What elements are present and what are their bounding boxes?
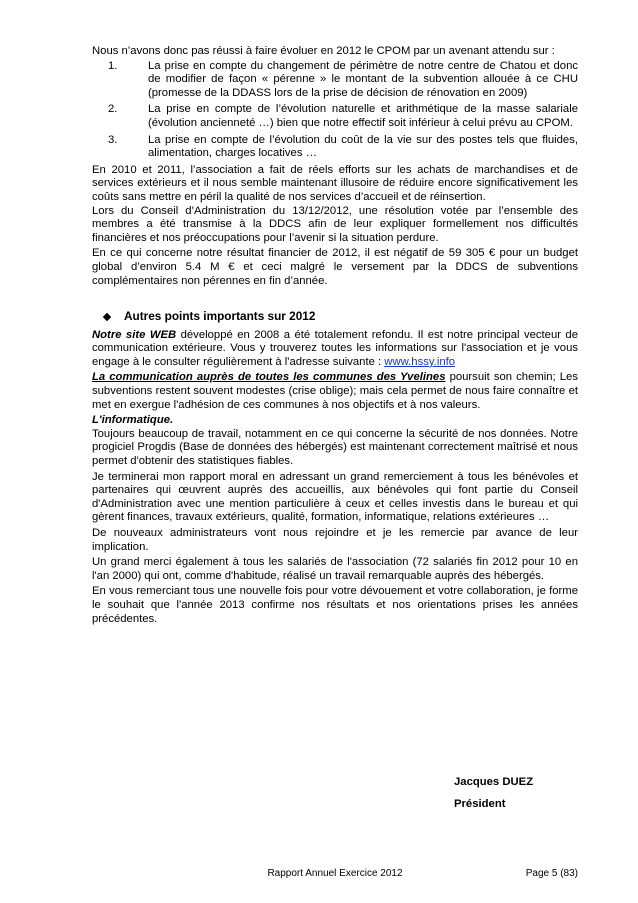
website-heading: Notre site WEB [92,328,177,341]
footer-page-number: Page 5 (83) [525,868,578,879]
informatique-heading: L'informatique. [92,414,174,427]
page-footer [92,868,578,882]
website-paragraph [92,329,578,370]
cpom-list [92,60,578,161]
list-number: 1. [108,59,118,72]
closing-paragraph: En vous remerciant tous une nouvelle fois pour votre dévouement et votre collaboration, je forme le souhait que l'année 2013 confirme nos résultats et nos orientations prises les années précédentes. [92,585,578,625]
list-text: La prise en compte du changement de périmètre de notre centre de Chatou et donc de modifier de façon « pérenne » le montant de la subvention allouée à ce CHU (promesse de la DDASS lors de la prise de décision de rénovation en 2009) [148,59,578,99]
list-text: La prise en compte de l’évolution naturelle et arithmétique de la masse salariale (évolution ancienneté …) bien que notre effectif soit inférieur à celui prévu au CPOM. [148,103,578,129]
board-paragraph: Lors du Conseil d’Administration du 13/12/2012, une résolution votée par l’ensemble des membres a été transmise à la DDCS afin de leur expliquer formellement nos difficultés financières et nos préoccupations pour l’avenir si la situation perdure. [92,204,578,244]
signature-block [454,771,533,815]
list-number: 3. [108,133,118,146]
website-text: développé en 2008 a été totalement refondu. Il est notre principal vecteur de communication extérieure. Vous y trouverez toutes les informations sur l'association et je vous engage à le consulter régulièrement à l'adresse suivante : [92,328,578,368]
website-link[interactable]: www.hssy.info [384,355,456,368]
list-item [92,103,578,130]
new-administrators-paragraph: De nouveaux administrateurs vont nous rejoindre et je les remercie par avance de leur implication. [92,527,578,553]
signatory-title: Président [454,798,506,810]
diamond-bullet-icon [103,313,111,321]
signatory-name: Jacques DUEZ [454,776,534,788]
thanks-volunteers-paragraph: Je terminerai mon rapport moral en adressant un grand remerciement à tous les bénévoles et partenaires qui œuvrent auprès des accueillis, aux bénévoles qui font partie du Conseil d'Administration avec une mention particulière à ceux et celles investis dans le bureau et qui gèrent finances, travaux extérieurs, qualité, formation, informatique, relations extérieures … [92,470,578,524]
list-number: 2. [108,103,118,116]
thanks-employees-paragraph: Un grand merci également à tous les salariés de l'association (72 salariés fin 2012 pour 10 en l'an 2000) qui ont, comme d'habitude, réalisé un travail remarquable auprès des hébergés. [92,556,578,582]
footer-report-title: Rapport Annuel Exercice 2012 [267,868,403,879]
section-heading [92,310,578,324]
list-item [92,134,578,161]
informatique-paragraph: Toujours beaucoup de travail, notamment en ce qui concerne la sécurité de nos données. Notre progiciel Progdis (Base de données des hébergés) est maintenant correctement maîtrisé et nous permet d'obtenir des statistiques fiables. [92,427,578,468]
communication-text: poursuit son chemin; Les subventions restent souvent modestes (crise oblige); mais cela permet de nous faire connaître et met en exergue l'adhésion de ces communes à nos objectifs et à nos valeurs. [92,371,578,411]
list-item [92,60,578,101]
communication-paragraph [92,371,578,412]
list-text: La prise en compte de l’évolution du coût de la vie sur des postes tels que fluides, alimentation, charges locatives … [148,133,578,160]
intro-paragraph: Nous n’avons donc pas réussi à faire évoluer en 2012 le CPOM par un avenant attendu sur : [92,45,555,57]
document-body [92,45,578,626]
communication-heading: La communication auprès de toutes les communes des Yvelines [92,371,446,384]
financial-result-paragraph: En ce qui concerne notre résultat financier de 2012, il est négatif de 59 305 € pour un budget global d’environ 5.4 M € et ceci malgré le versement par la DDCS de subventions complémentaires non pérennes en fin d’année. [92,247,578,287]
efforts-paragraph: En 2010 et 2011, l’association a fait de réels efforts sur les achats de marchandises et de services extérieurs et il nous semble maintenant illusoire de réduire encore significativement les coûts sans mettre en péril la qualité de nos services d’accueil et de réinsertion. [92,163,578,203]
section-title: Autres points importants sur 2012 [124,309,316,324]
informatique-heading-paragraph [92,414,578,428]
